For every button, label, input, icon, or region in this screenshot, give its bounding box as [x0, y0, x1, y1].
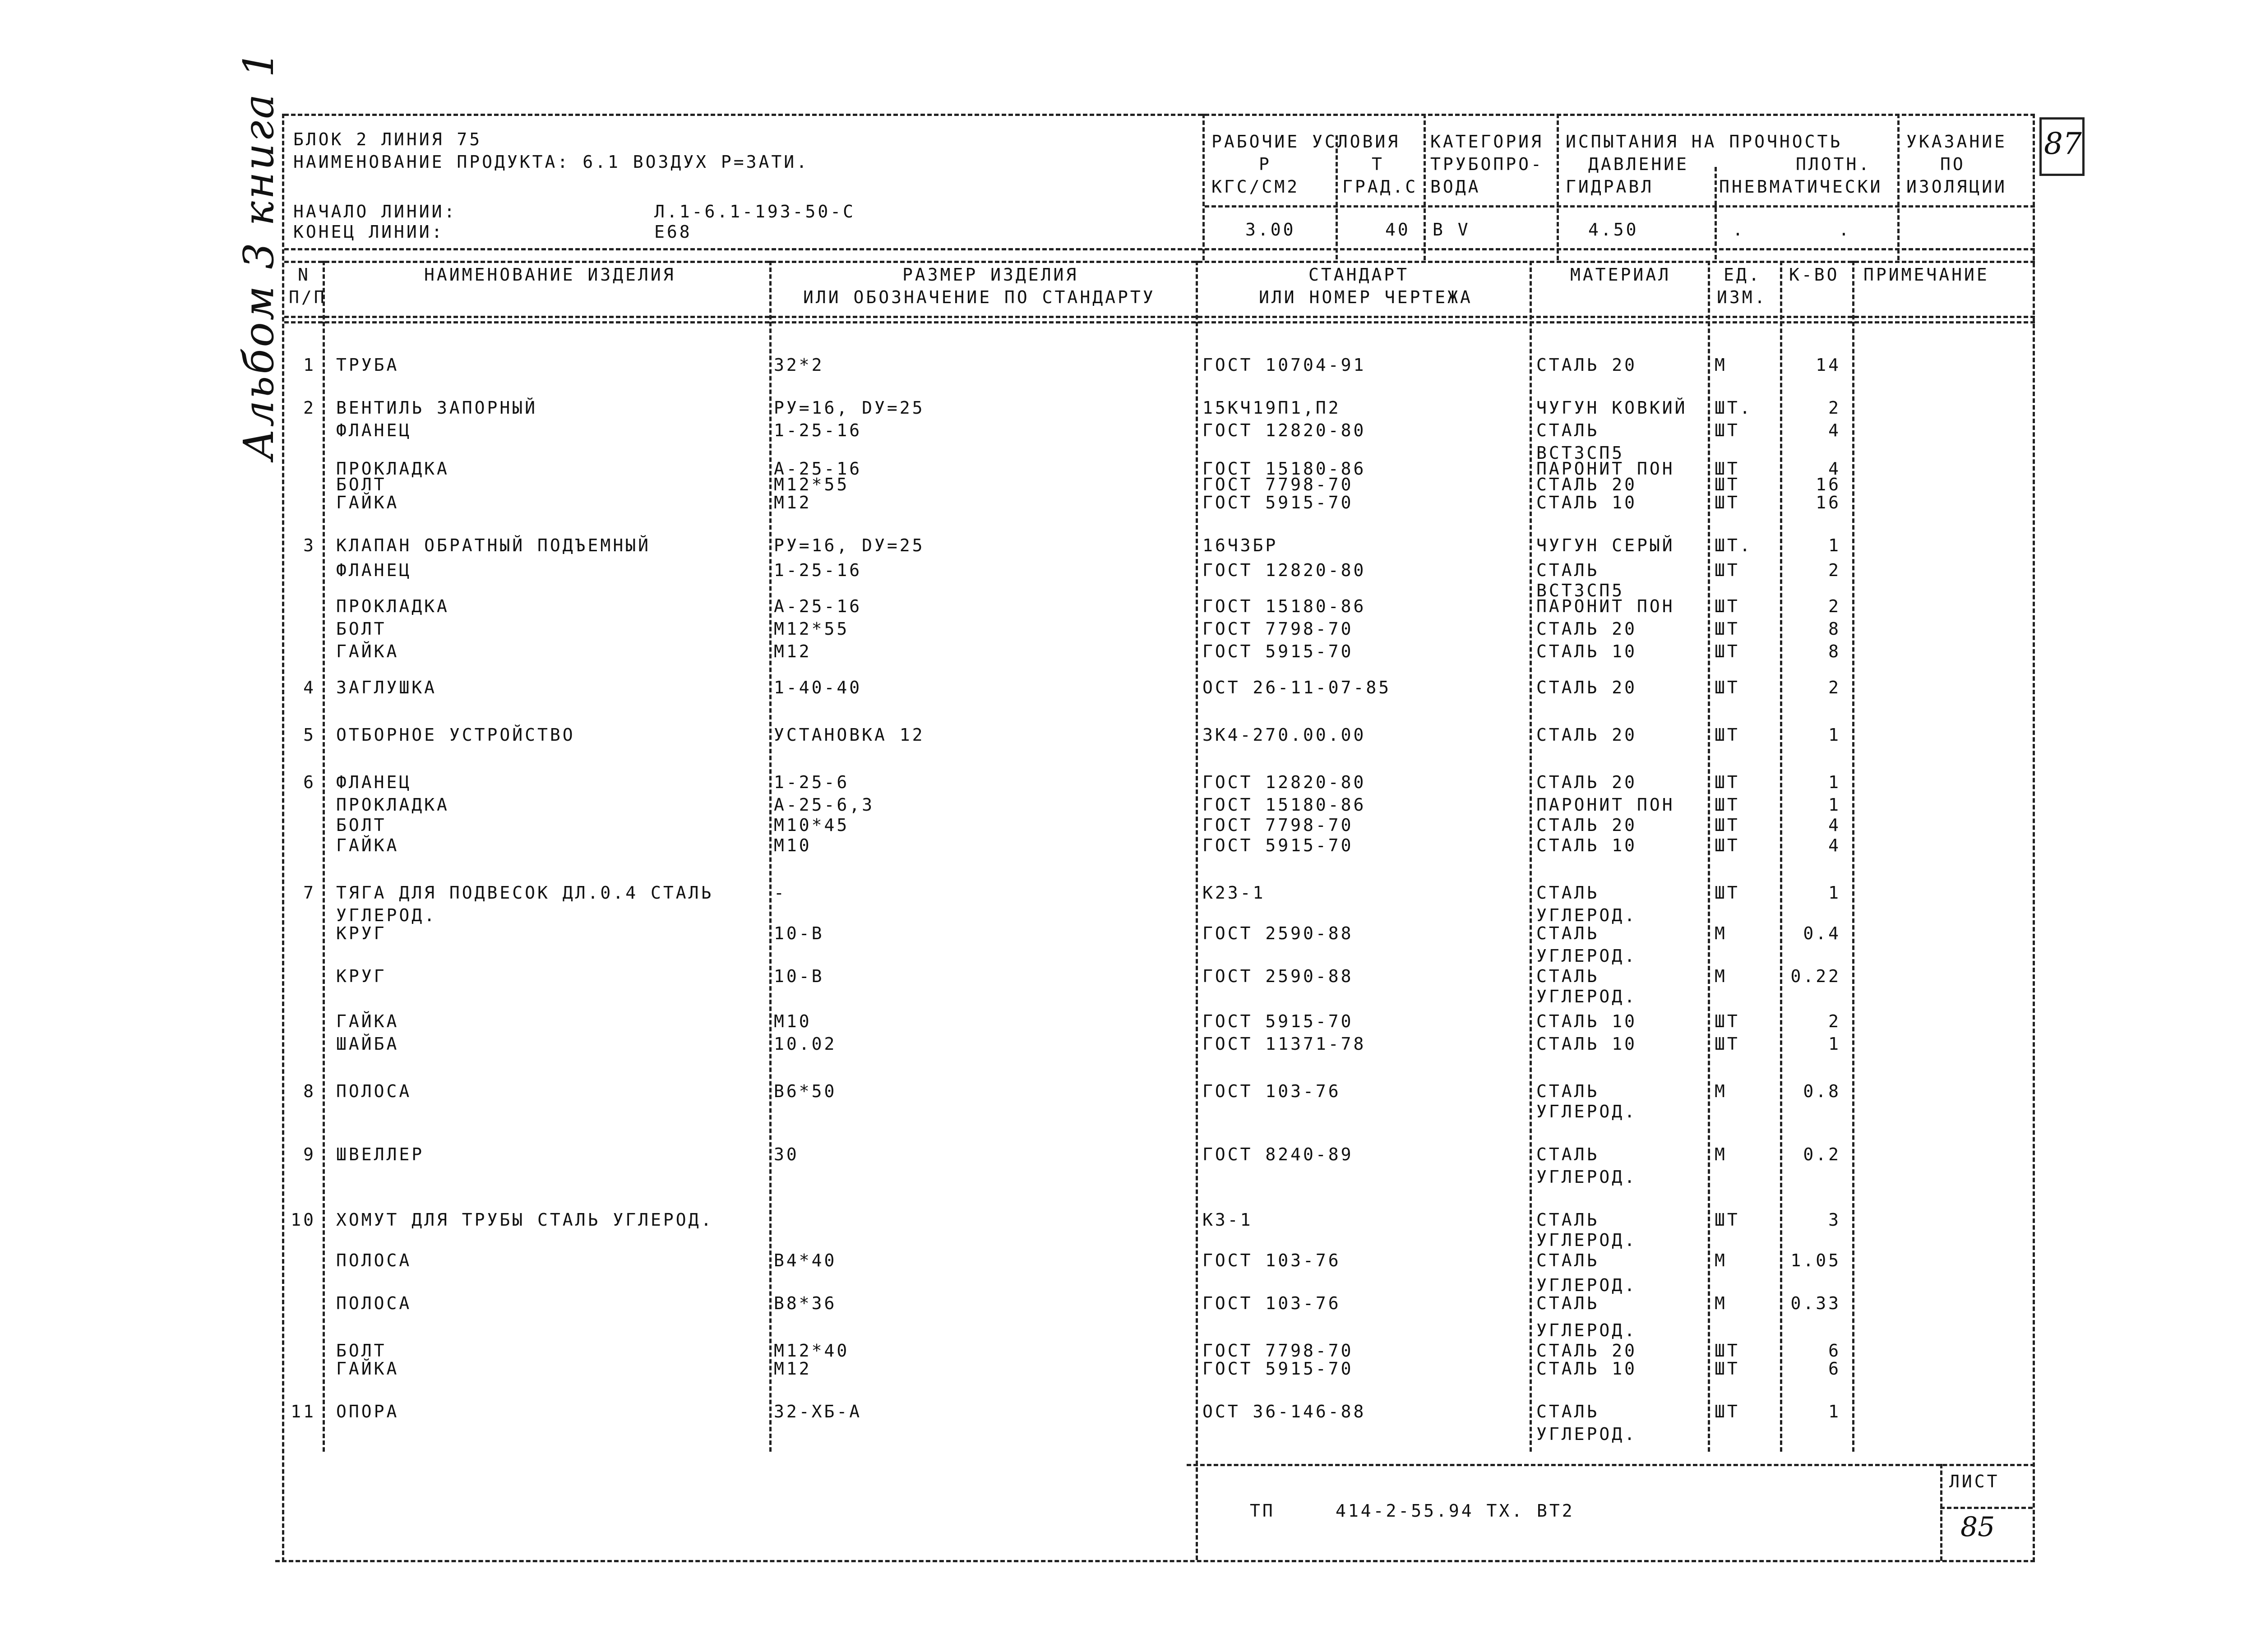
row-material: СТАЛЬ 20 [1536, 1341, 1637, 1361]
footer-doc-code: 414-2-55.94 ТХ. ВТ2 [1336, 1501, 1575, 1521]
row-standard: ГОСТ 15180-86 [1202, 596, 1366, 616]
row-unit: ШТ. [1715, 535, 1752, 555]
row-unit: ШТ [1715, 1011, 1740, 1031]
row-size: 1-25-16 [774, 420, 862, 440]
row-material: СТАЛЬ 10 [1536, 1359, 1637, 1379]
row-name: БОЛТ [336, 619, 387, 639]
row-size: В4*40 [774, 1251, 837, 1270]
col-qty: К-ВО [1789, 265, 1840, 285]
row-number: 3 [303, 535, 316, 555]
row-name: КРУГ [336, 923, 387, 943]
row-unit: ШТ [1715, 1210, 1740, 1230]
row-standard: К23-1 [1202, 883, 1266, 903]
row-material: СТАЛЬ 10 [1536, 493, 1637, 512]
insulation-2: ПО [1940, 154, 1965, 174]
row-unit: ШТ [1715, 1359, 1740, 1379]
row-size: М12 [774, 493, 812, 512]
block-line: БЛОК 2 ЛИНИЯ 75 [293, 129, 482, 149]
row-number: 8 [303, 1081, 316, 1101]
pipe-category-1: КАТЕГОРИЯ [1430, 132, 1544, 152]
line-start-value: Л.1-6.1-193-50-С [654, 202, 856, 221]
row-quantity: 2 [1828, 1011, 1841, 1031]
row-material: СТАЛЬ [1536, 1293, 1600, 1313]
row-material: СТАЛЬ 20 [1536, 815, 1637, 835]
row-number: 4 [303, 678, 316, 697]
row-standard: ГОСТ 12820-80 [1202, 420, 1366, 440]
row-material: СТАЛЬ 20 [1536, 355, 1637, 375]
row-unit: ШТ [1715, 1034, 1740, 1054]
row-material: ЧУГУН КОВКИЙ [1536, 398, 1687, 418]
row-size: УСТАНОВКА 12 [774, 725, 925, 745]
row-unit: ШТ [1715, 1402, 1740, 1421]
pressure-label: ДАВЛЕНИЕ [1588, 154, 1689, 174]
row-name: ФЛАНЕЦ [336, 772, 412, 792]
row-material: СТАЛЬ [1536, 1144, 1600, 1164]
col-note: ПРИМЕЧАНИЕ [1863, 265, 1989, 285]
row-name: ПРОКЛАДКА [336, 795, 449, 815]
row-unit: М [1715, 1081, 1727, 1101]
row-standard: ГОСТ 5915-70 [1202, 835, 1354, 855]
row-name: ВЕНТИЛЬ ЗАПОРНЫЙ [336, 398, 538, 418]
row-quantity: 4 [1828, 459, 1841, 479]
row-material: СТАЛЬ 10 [1536, 835, 1637, 855]
row-quantity: 2 [1828, 398, 1841, 418]
row-material: СТАЛЬ [1536, 966, 1600, 986]
row-material: СТАЛЬ 20 [1536, 725, 1637, 745]
row-standard: ГОСТ 103-76 [1202, 1293, 1341, 1313]
row-material: ПАРОНИТ ПОН [1536, 596, 1675, 616]
line-end-value: Е68 [654, 222, 692, 242]
row-quantity: 6 [1828, 1359, 1841, 1379]
row-standard: ГОСТ 7798-70 [1202, 475, 1354, 494]
footer-tp: ТП [1250, 1501, 1275, 1521]
row-name: ШВЕЛЛЕР [336, 1144, 425, 1164]
row-number: 9 [303, 1144, 316, 1164]
row-name: ФЛАНЕЦ [336, 560, 412, 580]
row-size: М12*55 [774, 619, 850, 639]
row-quantity: 0.33 [1790, 1293, 1841, 1313]
density-label: ПЛОТН. [1796, 154, 1872, 174]
row-material: УГЛЕРОД. [1536, 946, 1637, 966]
row-size: 30 [774, 1144, 799, 1164]
row-unit: ШТ [1715, 815, 1740, 835]
p-value: 3.00 [1245, 220, 1296, 240]
row-unit: ШТ [1715, 619, 1740, 639]
row-material: СТАЛЬ [1536, 883, 1600, 903]
row-unit: М [1715, 1251, 1727, 1270]
row-material: ВСТ3СП5 [1536, 581, 1625, 600]
row-quantity: 8 [1828, 619, 1841, 639]
row-unit: ШТ [1715, 475, 1740, 494]
row-standard: ГОСТ 103-76 [1202, 1251, 1341, 1270]
insulation-3: ИЗОЛЯЦИИ [1906, 177, 2007, 197]
row-name: ХОМУТ ДЛЯ ТРУБЫ СТАЛЬ УГЛЕРОД. [336, 1210, 714, 1230]
row-number: 10 [291, 1210, 316, 1230]
row-material: СТАЛЬ [1536, 420, 1600, 440]
row-size: 1-25-16 [774, 560, 862, 580]
row-unit: ШТ [1715, 883, 1740, 903]
row-material: СТАЛЬ 20 [1536, 772, 1637, 792]
row-standard: 15КЧ19П1,П2 [1202, 398, 1341, 418]
row-standard: ГОСТ 15180-86 [1202, 795, 1366, 815]
row-name: ПРОКЛАДКА [336, 459, 449, 479]
row-size: А-25-16 [774, 459, 862, 479]
col-material: МАТЕРИАЛ [1570, 265, 1671, 285]
row-unit: ШТ [1715, 678, 1740, 697]
row-standard: ГОСТ 11371-78 [1202, 1034, 1366, 1054]
row-size: А-25-16 [774, 596, 862, 616]
row-unit: ШТ [1715, 641, 1740, 661]
row-unit: ШТ [1715, 596, 1740, 616]
row-number: 5 [303, 725, 316, 745]
row-standard: ГОСТ 12820-80 [1202, 560, 1366, 580]
row-standard: ГОСТ 8240-89 [1202, 1144, 1354, 1164]
line-end-label: КОНЕЦ ЛИНИИ: [293, 222, 444, 242]
row-name: БОЛТ [336, 1341, 387, 1361]
row-name: ПОЛОСА [336, 1251, 412, 1270]
row-name: ЗАГЛУШКА [336, 678, 437, 697]
row-unit: М [1715, 1293, 1727, 1313]
row-name: ШАЙБА [336, 1034, 399, 1054]
hydraulic-label: ГИДРАВЛ [1566, 177, 1654, 197]
row-size: - [774, 883, 786, 903]
row-quantity: 2 [1828, 596, 1841, 616]
row-unit: ШТ [1715, 459, 1740, 479]
row-size: В8*36 [774, 1293, 837, 1313]
row-material: УГЛЕРОД. [1536, 1275, 1637, 1295]
row-name: ОПОРА [336, 1402, 399, 1421]
row-standard: К3-1 [1202, 1210, 1253, 1230]
row-material: СТАЛЬ 10 [1536, 1011, 1637, 1031]
row-unit: ШТ. [1715, 398, 1752, 418]
row-size: РУ=16, DУ=25 [774, 398, 925, 418]
col-std-2: ИЛИ НОМЕР ЧЕРТЕЖА [1259, 287, 1473, 307]
row-material: СТАЛЬ [1536, 923, 1600, 943]
row-material: СТАЛЬ [1536, 1251, 1600, 1270]
row-unit: ШТ [1715, 835, 1740, 855]
row-quantity: 14 [1816, 355, 1841, 375]
row-name: ГАЙКА [336, 493, 399, 512]
row-quantity: 2 [1828, 678, 1841, 697]
row-quantity: 8 [1828, 641, 1841, 661]
row-material: ЧУГУН СЕРЫЙ [1536, 535, 1675, 555]
row-name: КЛАПАН ОБРАТНЫЙ ПОДЪЕМНЫЙ [336, 535, 651, 555]
row-material: УГЛЕРОД. [1536, 987, 1637, 1006]
row-size: М10 [774, 1011, 812, 1031]
row-material: СТАЛЬ [1536, 1402, 1600, 1421]
row-size: 32*2 [774, 355, 824, 375]
row-size: 1-40-40 [774, 678, 862, 697]
row-number: 6 [303, 772, 316, 792]
col-size-1: РАЗМЕР ИЗДЕЛИЯ [902, 265, 1079, 285]
row-unit: ШТ [1715, 560, 1740, 580]
row-size: М10 [774, 835, 812, 855]
row-quantity: 2 [1828, 560, 1841, 580]
row-quantity: 16 [1816, 475, 1841, 494]
row-size: М12*55 [774, 475, 850, 494]
col-num-2: П/П [289, 287, 327, 307]
row-unit: ШТ [1715, 493, 1740, 512]
row-standard: ГОСТ 2590-88 [1202, 923, 1354, 943]
row-number: 2 [303, 398, 316, 418]
row-name: ПРОКЛАДКА [336, 596, 449, 616]
row-material: УГЛЕРОД. [1536, 1102, 1637, 1121]
row-standard: ГОСТ 2590-88 [1202, 966, 1354, 986]
row-material: СТАЛЬ 10 [1536, 1034, 1637, 1054]
row-unit: ШТ [1715, 420, 1740, 440]
row-material: СТАЛЬ 20 [1536, 475, 1637, 494]
row-material: УГЛЕРОД. [1536, 1167, 1637, 1187]
row-standard: 16Ч3БР [1202, 535, 1278, 555]
col-unit-2: ИЗМ. [1717, 287, 1767, 307]
row-standard: ГОСТ 5915-70 [1202, 1359, 1354, 1379]
row-standard: 3К4-270.00.00 [1202, 725, 1366, 745]
row-quantity: 1 [1828, 883, 1841, 903]
side-note: Альбом 3 книга 1 [235, 49, 283, 460]
row-material: УГЛЕРОД. [1536, 1424, 1637, 1444]
row-quantity: 16 [1816, 493, 1841, 512]
p-label: Р [1259, 154, 1271, 174]
row-material: СТАЛЬ [1536, 1081, 1600, 1101]
row-quantity: 4 [1828, 815, 1841, 835]
row-quantity: 1 [1828, 795, 1841, 815]
row-size: В6*50 [774, 1081, 837, 1101]
row-standard: ГОСТ 5915-70 [1202, 1011, 1354, 1031]
line-start-label: НАЧАЛО ЛИНИИ: [293, 202, 457, 221]
row-quantity: 1 [1828, 1402, 1841, 1421]
p-units: КГС/СМ2 [1211, 177, 1300, 197]
product-name: НАИМЕНОВАНИЕ ПРОДУКТА: 6.1 ВОЗДУХ Р=3АТИ. [293, 152, 809, 172]
corner-sheet-number: 87 [2044, 126, 2082, 161]
insulation-1: УКАЗАНИЕ [1906, 132, 2007, 152]
row-size: М12*40 [774, 1341, 850, 1361]
row-name: КРУГ [336, 966, 387, 986]
row-material: ПАРОНИТ ПОН [1536, 795, 1675, 815]
col-std-1: СТАНДАРТ [1308, 265, 1410, 285]
row-quantity: 0.22 [1790, 966, 1841, 986]
footer-sheet-label: ЛИСТ [1949, 1472, 2000, 1491]
row-size: М12 [774, 1359, 812, 1379]
row-quantity: 0.2 [1803, 1144, 1841, 1164]
row-name: БОЛТ [336, 815, 387, 835]
row-standard: ГОСТ 103-76 [1202, 1081, 1341, 1101]
row-size: 10-В [774, 966, 824, 986]
row-quantity: 3 [1828, 1210, 1841, 1230]
row-size: М10*45 [774, 815, 850, 835]
row-number: 7 [303, 883, 316, 903]
row-standard: ГОСТ 12820-80 [1202, 772, 1366, 792]
col-size-2: ИЛИ ОБОЗНАЧЕНИЕ ПО СТАНДАРТУ [803, 287, 1156, 307]
test-title: ИСПЫТАНИЯ НА ПРОЧНОСТЬ [1566, 132, 1843, 152]
row-unit: М [1715, 966, 1727, 986]
row-unit: ШТ [1715, 772, 1740, 792]
row-material: УГЛЕРОД. [1536, 905, 1637, 925]
row-name: ГАЙКА [336, 641, 399, 661]
row-quantity: 0.8 [1803, 1081, 1841, 1101]
row-size: РУ=16, DУ=25 [774, 535, 925, 555]
row-quantity: 1 [1828, 725, 1841, 745]
hydraulic-value: 4.50 [1588, 220, 1639, 240]
row-unit: М [1715, 1144, 1727, 1164]
row-quantity: 1.05 [1790, 1251, 1841, 1270]
pneumatic-value: . [1733, 220, 1745, 240]
row-unit: М [1715, 923, 1727, 943]
row-quantity: 4 [1828, 420, 1841, 440]
row-quantity: 6 [1828, 1341, 1841, 1361]
pipe-category-2: ТРУБОПРО- [1430, 154, 1544, 174]
row-quantity: 1 [1828, 772, 1841, 792]
row-size: 1-25-6 [774, 772, 850, 792]
row-material: СТАЛЬ [1536, 1210, 1600, 1230]
row-unit: ШТ [1715, 1341, 1740, 1361]
row-name: ГАЙКА [336, 1011, 399, 1031]
category-value: В V [1433, 220, 1470, 240]
row-standard: ОСТ 26-11-07-85 [1202, 678, 1392, 697]
row-standard: ГОСТ 5915-70 [1202, 493, 1354, 512]
t-units: ГРАД.С [1342, 177, 1418, 197]
row-number: 1 [303, 355, 316, 375]
row-unit: ШТ [1715, 725, 1740, 745]
row-name: УГЛЕРОД. [336, 905, 437, 925]
row-standard: ГОСТ 15180-86 [1202, 459, 1366, 479]
work-conditions: РАБОЧИЕ УСЛОВИЯ [1211, 132, 1401, 152]
row-standard: ГОСТ 7798-70 [1202, 1341, 1354, 1361]
row-name: ПОЛОСА [336, 1081, 412, 1101]
row-material: УГЛЕРОД. [1536, 1230, 1637, 1250]
row-unit: ШТ [1715, 795, 1740, 815]
row-material: СТАЛЬ 10 [1536, 641, 1637, 661]
row-standard: ГОСТ 5915-70 [1202, 641, 1354, 661]
row-standard: ГОСТ 7798-70 [1202, 815, 1354, 835]
density-value: . [1839, 220, 1851, 240]
row-name: ГАЙКА [336, 1359, 399, 1379]
col-num-1: N [298, 265, 310, 285]
col-unit-1: ЕД. [1724, 265, 1761, 285]
row-size: М12 [774, 641, 812, 661]
row-name: БОЛТ [336, 475, 387, 494]
row-name: ТРУБА [336, 355, 399, 375]
row-name: ПОЛОСА [336, 1293, 412, 1313]
row-number: 11 [291, 1402, 316, 1421]
row-material: СТАЛЬ [1536, 560, 1600, 580]
row-material: СТАЛЬ 20 [1536, 678, 1637, 697]
row-size: 10-В [774, 923, 824, 943]
row-name: ГАЙКА [336, 835, 399, 855]
row-material: ПАРОНИТ ПОН [1536, 459, 1675, 479]
row-standard: ОСТ 36-146-88 [1202, 1402, 1366, 1421]
row-standard: ГОСТ 10704-91 [1202, 355, 1366, 375]
t-value: 40 [1385, 220, 1410, 240]
row-name: ФЛАНЕЦ [336, 420, 412, 440]
row-size: 32-ХБ-А [774, 1402, 862, 1421]
row-material: СТАЛЬ 20 [1536, 619, 1637, 639]
row-size: А-25-6,3 [774, 795, 875, 815]
row-material: УГЛЕРОД. [1536, 1320, 1637, 1340]
pneumatic-label: ПНЕВМАТИЧЕСКИ [1719, 177, 1883, 197]
row-size: 10.02 [774, 1034, 837, 1054]
footer-sheet-number: 85 [1960, 1511, 1995, 1543]
row-quantity: 1 [1828, 1034, 1841, 1054]
t-label: Т [1372, 154, 1384, 174]
row-name: ОТБОРНОЕ УСТРОЙСТВО [336, 725, 575, 745]
row-material: ВСТ3СП5 [1536, 443, 1625, 463]
col-name: НАИМЕНОВАНИЕ ИЗДЕЛИЯ [424, 265, 676, 285]
row-quantity: 1 [1828, 535, 1841, 555]
pipe-category-3: ВОДА [1430, 177, 1481, 197]
row-quantity: 4 [1828, 835, 1841, 855]
row-name: ТЯГА ДЛЯ ПОДВЕСОК ДЛ.0.4 СТАЛЬ [336, 883, 714, 903]
row-standard: ГОСТ 7798-70 [1202, 619, 1354, 639]
row-unit: М [1715, 355, 1727, 375]
row-quantity: 0.4 [1803, 923, 1841, 943]
